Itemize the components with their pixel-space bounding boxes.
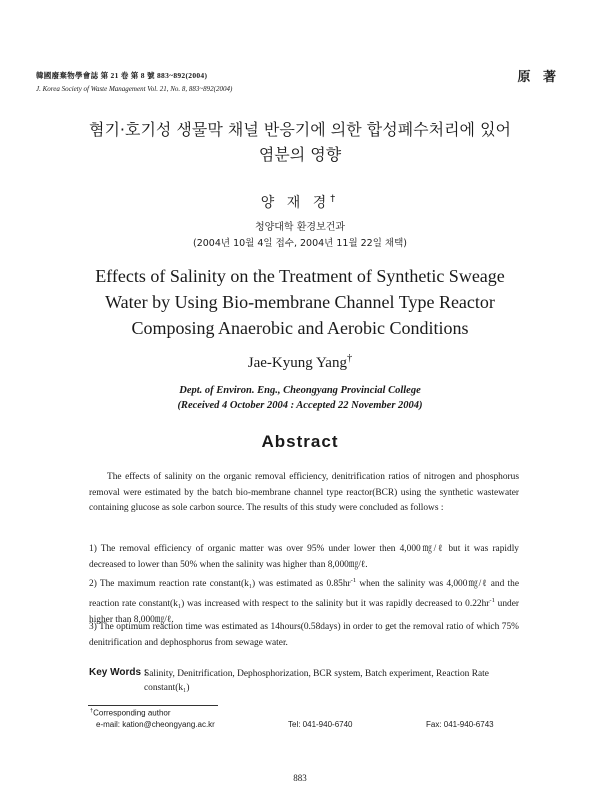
dates-en: (Received 4 October 2004 : Accepted 22 November 2004) — [177, 400, 423, 411]
footnote-tel: Tel: 041-940-6740 — [288, 720, 353, 729]
title-kr-line2: 염분의 영향 — [258, 145, 342, 164]
abstract-heading: Abstract — [261, 432, 339, 451]
author-kr — [0, 192, 600, 212]
title-en-line1: Effects of Salinity on the Treatment of Synthetic Sweage — [95, 266, 505, 286]
keywords-text: Salinity, Denitrification, Dephosphorization, BCR system, Batch experiment, Reaction Rate constant(k₁) — [144, 669, 489, 693]
footnote-fax: Fax: 041-940-6743 — [426, 720, 494, 729]
article-type-label: 原 著 — [517, 70, 560, 85]
footnote-divider — [88, 705, 218, 706]
page-number: 883 — [293, 773, 307, 783]
title-en-line3: Composing Anaerobic and Aerobic Conditions — [131, 318, 469, 338]
affiliation-en-dept: Dept. of Environ. Eng., Cheongyang Provincial College — [179, 385, 421, 396]
author-en — [0, 353, 600, 372]
footnote-label: †Corresponding author — [90, 708, 171, 718]
author-kr-name: 양 재 경 — [260, 195, 331, 211]
author-en-name: Jae-Kyung Yang — [247, 355, 347, 371]
author-en-mark: † — [346, 353, 353, 364]
footnote-email: e-mail: kation@cheongyang.ac.kr — [96, 720, 215, 729]
footnote-mark: † — [90, 708, 94, 714]
affiliation-en — [0, 383, 600, 413]
dates-kr: (2004년 10월 4일 접수, 2004년 11월 22일 채택) — [192, 238, 407, 249]
abstract-item-1: 1) The removal efficiency of organic matter was over 95% under lower then 4,000㎎/ℓ but it was rapidly decreased to lower than 50% when the salinity was higher than 8,000㎎/ℓ. — [89, 544, 519, 570]
journal-header-en: J. Korea Society of Waste Management Vol. 21, No. 8, 883~892(2004) — [36, 85, 233, 93]
journal-header-kr: 韓國廢棄物學會誌 第 21 卷 第 8 號 883~892(2004) — [36, 71, 208, 80]
abstract-item-2: 2) The maximum reaction rate constant(k₁) was estimated as $0.85hr^{-1}$ when the salinity was 4,000㎎/ℓ and the reaction rate constant(k₁) was increased with respect to the salinity but it was rapidly decreased to $0.22hr^{-1}$ under higher than 8,000㎎/ℓ. — [89, 577, 519, 625]
abstract-item-3: 3) The optimum reaction time was estimated as 14hours(0.58days) in order to get the removal ratio of which 75% denitrification and dephosphorus from sewage water. — [89, 622, 519, 648]
title-en-line2: Water by Using Bio-membrane Channel Type Reactor — [105, 292, 495, 312]
affiliation-kr: 청양대학 환경보건과 — [254, 222, 346, 233]
abstract-intro: The effects of salinity on the organic removal efficiency, denitrification ratios of nitrogen and phosphorus removal were estimated by the batch bio-membrane channel type reactor(BCR) using the synthetic wastewater containing glucose as sole carbon source. The results of this study were concluded as follows : — [89, 472, 519, 514]
title-kr-line1: 혐기·호기성 생물막 채널 반응기에 의한 합성폐수처리에 있어 — [88, 120, 511, 139]
keywords-label: Key Words : — [89, 667, 148, 678]
author-kr-mark: † — [330, 193, 340, 205]
